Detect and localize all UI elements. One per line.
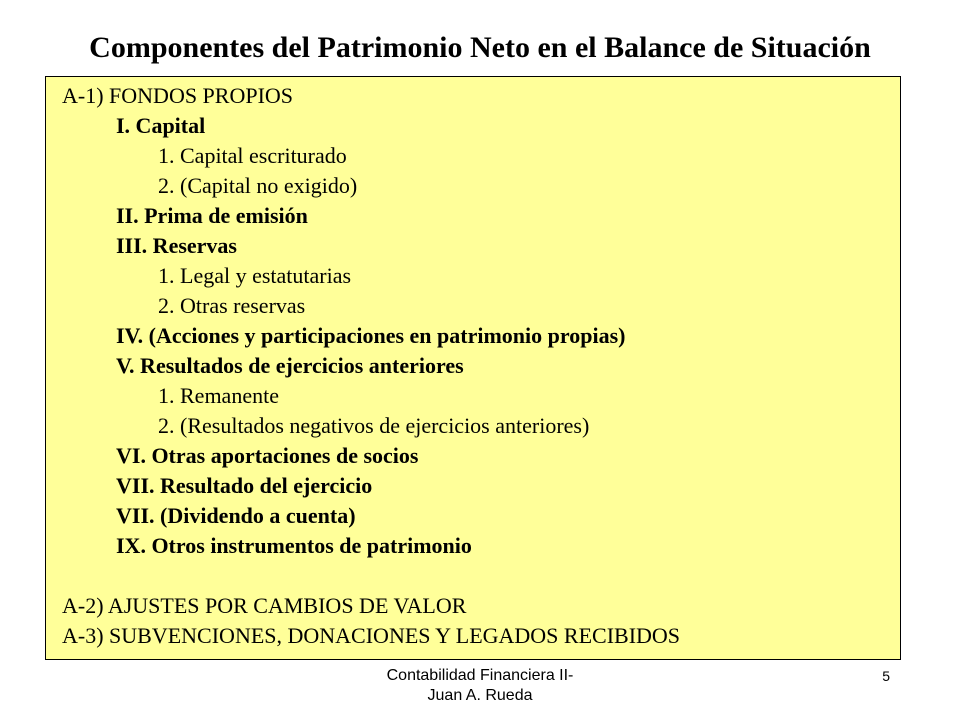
- resultados-anteriores-item: V. Resultados de ejercicios anteriores: [116, 353, 464, 378]
- a2-heading: A-2) AJUSTES POR CAMBIOS DE VALOR: [62, 593, 467, 618]
- a1-heading: A-1) FONDOS PROPIOS: [62, 83, 294, 108]
- otras-aportaciones-item: VI. Otras aportaciones de socios: [116, 443, 419, 468]
- legal-estatutarias-item: 1. Legal y estatutarias: [158, 263, 352, 288]
- footer-line-2: Juan A. Rueda: [427, 687, 533, 704]
- capital-escriturado-item: 1. Capital escriturado: [158, 143, 347, 168]
- otros-instrumentos-item: IX. Otros instrumentos de patrimonio: [116, 533, 472, 558]
- dividendo-cuenta-item: VII. (Dividendo a cuenta): [116, 503, 356, 528]
- acciones-propias-item: IV. (Acciones y participaciones en patrimonio propias): [116, 323, 626, 348]
- capital-item: I. Capital: [116, 113, 206, 138]
- content-box: [45, 76, 901, 660]
- slide-title: Componentes del Patrimonio Neto en el Balance de Situación: [89, 31, 871, 64]
- reservas-item: III. Reservas: [116, 233, 237, 258]
- footer-author: [330, 666, 630, 706]
- capital-no-exigido-item: 2. (Capital no exigido): [158, 173, 358, 198]
- a3-heading: A-3) SUBVENCIONES, DONACIONES Y LEGADOS RECIBIDOS: [62, 623, 681, 648]
- otras-reservas-item: 2. Otras reservas: [158, 293, 306, 318]
- prima-emision-item: II. Prima de emisión: [116, 203, 308, 228]
- footer-line-1: Contabilidad Financiera II-: [386, 667, 574, 684]
- page-number: 5: [882, 668, 890, 684]
- remanente-item: 1. Remanente: [158, 383, 279, 408]
- resultado-ejercicio-item: VII. Resultado del ejercicio: [116, 473, 373, 498]
- resultados-negativos-item: 2. (Resultados negativos de ejercicios anteriores): [158, 413, 590, 438]
